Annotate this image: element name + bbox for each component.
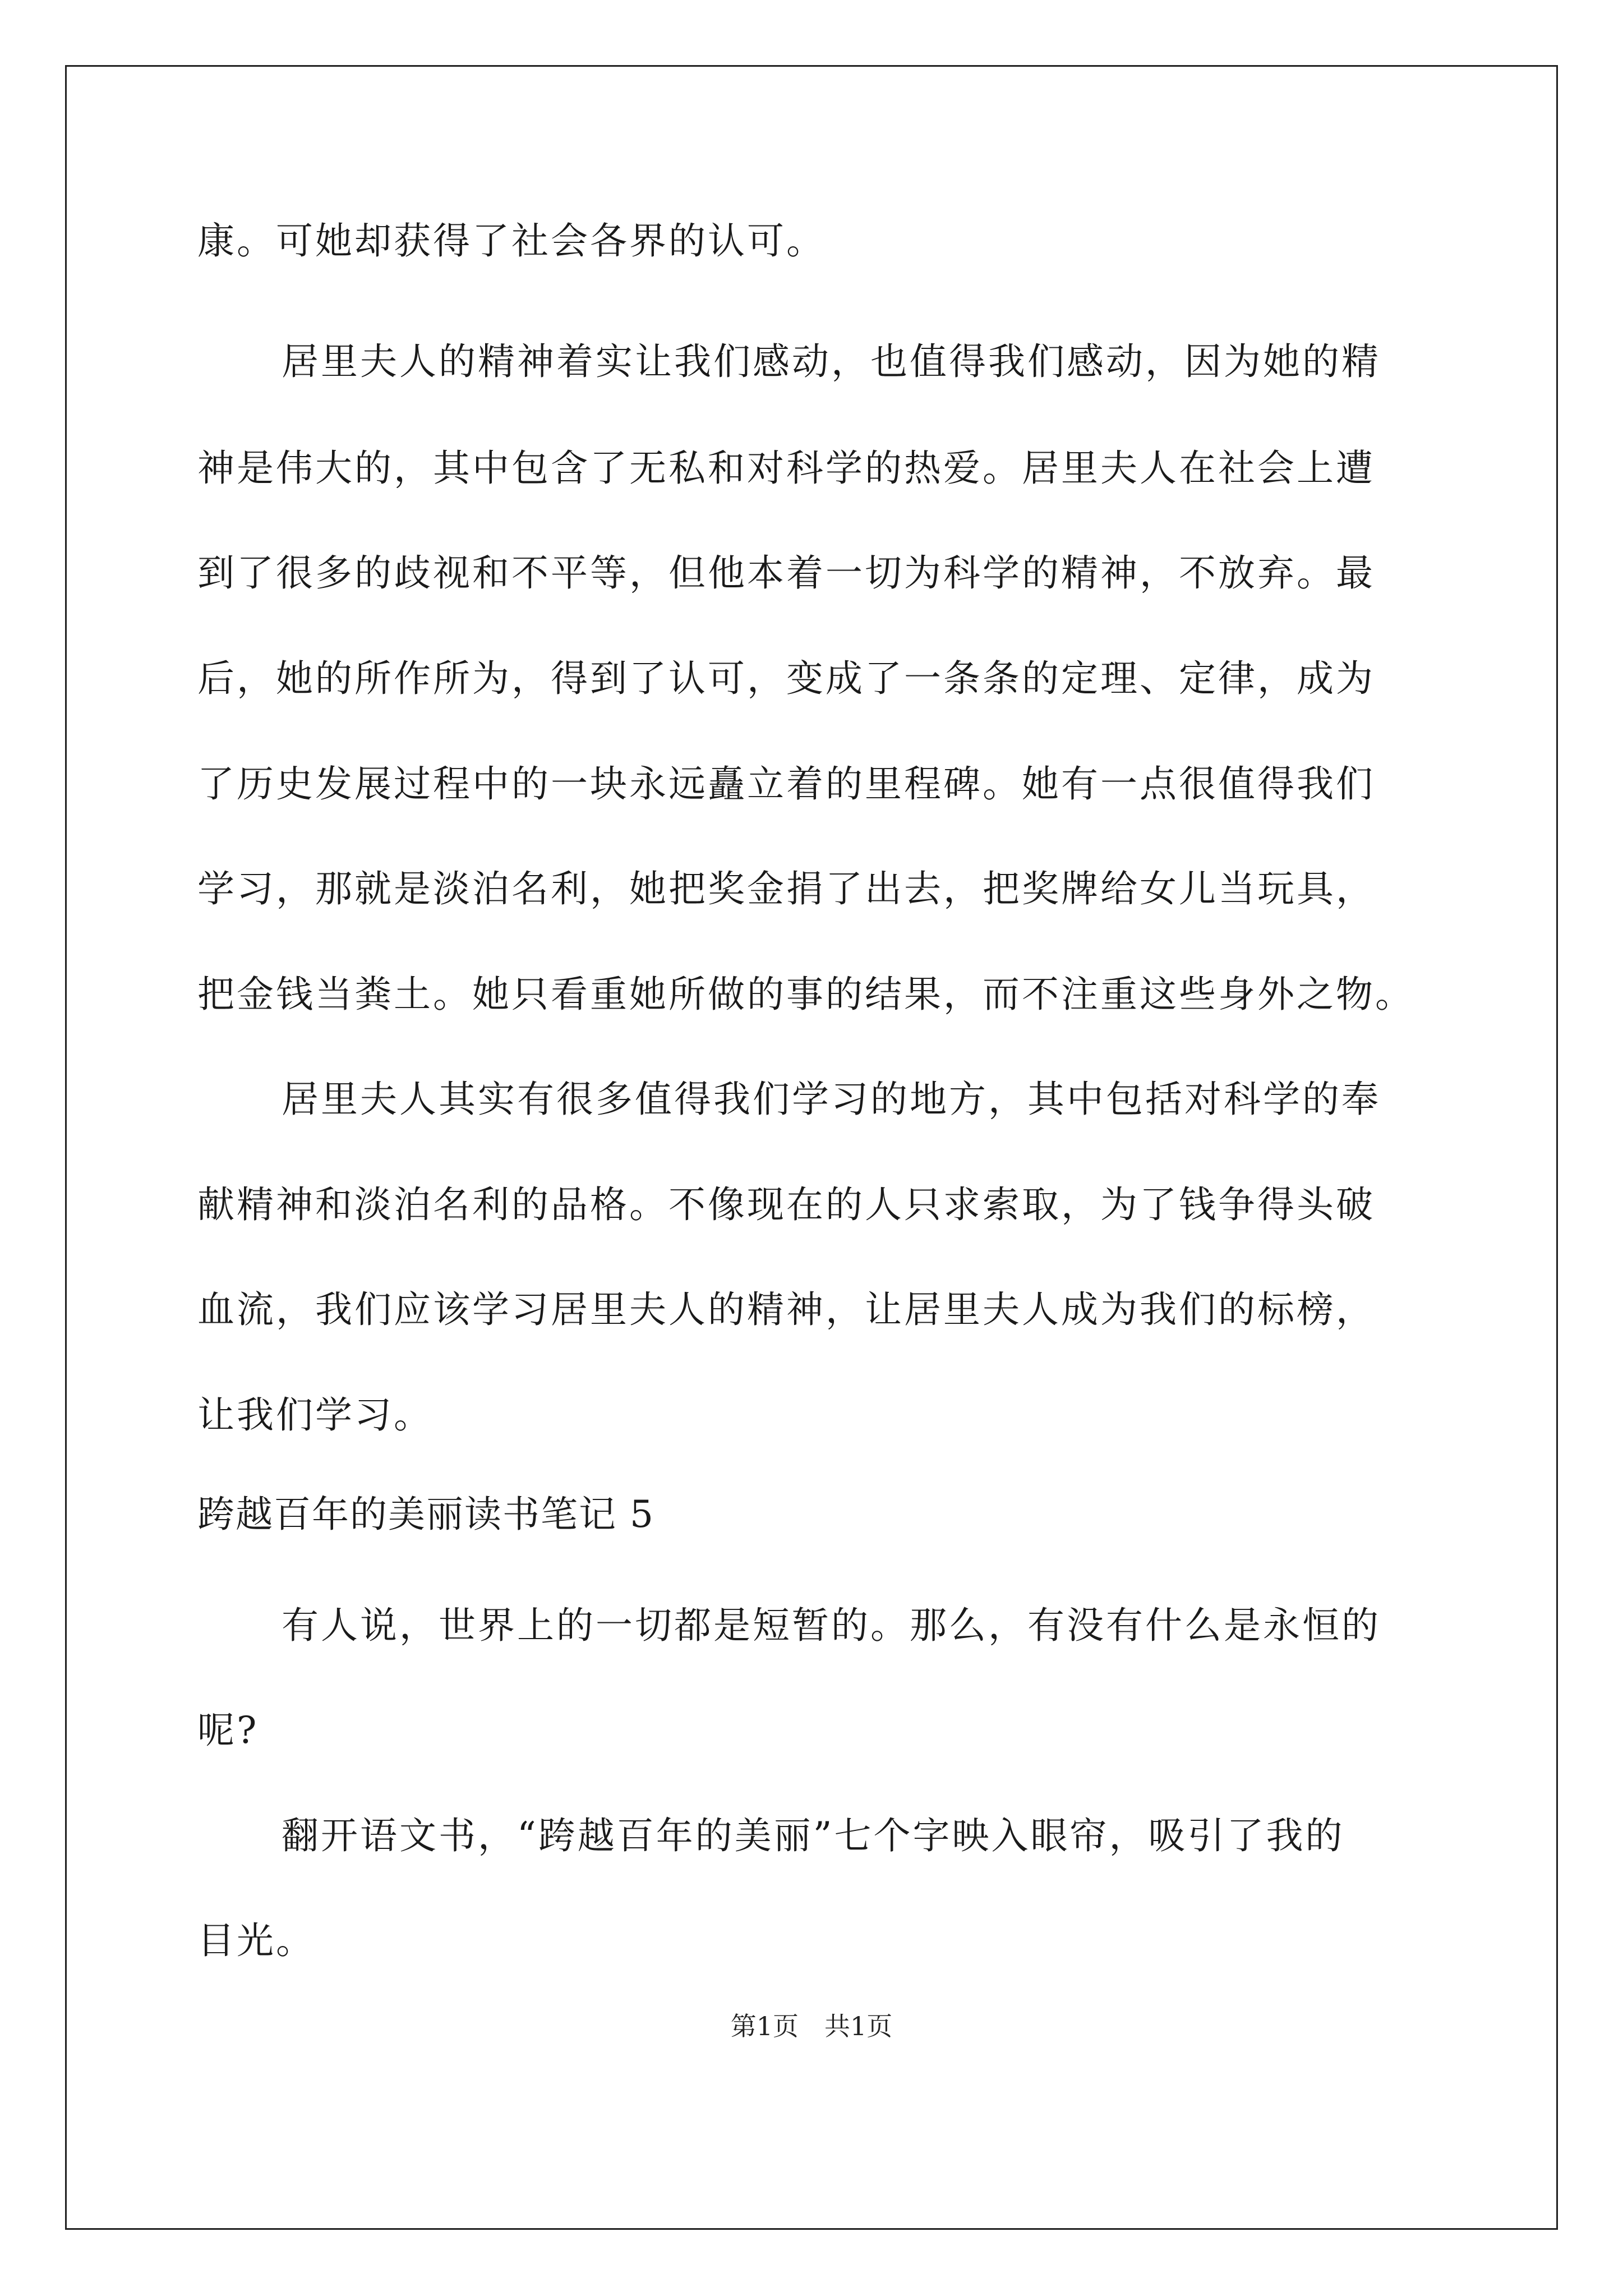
text-line: 居里夫人的精神着实让我们感动，也值得我们感动，因为她的精: [282, 340, 1381, 383]
text-line: 后，她的所作所为，得到了认可，变成了一条条的定理、定律，成为: [197, 657, 1375, 700]
section-heading: 跨越百年的美丽读书笔记 5: [197, 1493, 654, 1536]
text-line: 翻开语文书，“跨越百年的美丽”七个字映入眼帘，吸引了我的: [282, 1814, 1345, 1857]
text-line: 到了很多的歧视和不平等，但他本着一切为科学的精神，不放弃。最: [197, 551, 1375, 595]
text-line: 了历史发展过程中的一块永远矗立着的里程碑。她有一点很值得我们: [197, 762, 1375, 806]
text-line: 居里夫人其实有很多值得我们学习的地方，其中包括对科学的奉: [282, 1078, 1381, 1121]
text-line: 献精神和淡泊名利的品格。不像现在的人只求索取，为了钱争得头破: [197, 1183, 1375, 1226]
text-line: 让我们学习。: [197, 1393, 433, 1437]
page-border: [65, 65, 1558, 2230]
page-footer: 第1页 共1页: [730, 2011, 893, 2041]
text-line: 康。可她却获得了社会各界的认可。: [197, 219, 826, 263]
text-line: 把金钱当粪土。她只看重她所做的事的结果，而不注重这些身外之物。: [197, 973, 1414, 1016]
text-line: 呢?: [197, 1709, 259, 1752]
text-line: 学习，那就是淡泊名利，她把奖金捐了出去，把奖牌给女儿当玩具，: [197, 867, 1375, 910]
text-line: 血流，我们应该学习居里夫人的精神，让居里夫人成为我们的标榜，: [197, 1288, 1375, 1331]
text-line: 神是伟大的，其中包含了无私和对科学的热爱。居里夫人在社会上遭: [197, 447, 1375, 490]
text-line: 目光。: [197, 1919, 315, 1962]
text-line: 有人说，世界上的一切都是短暂的。那么，有没有什么是永恒的: [282, 1604, 1381, 1647]
